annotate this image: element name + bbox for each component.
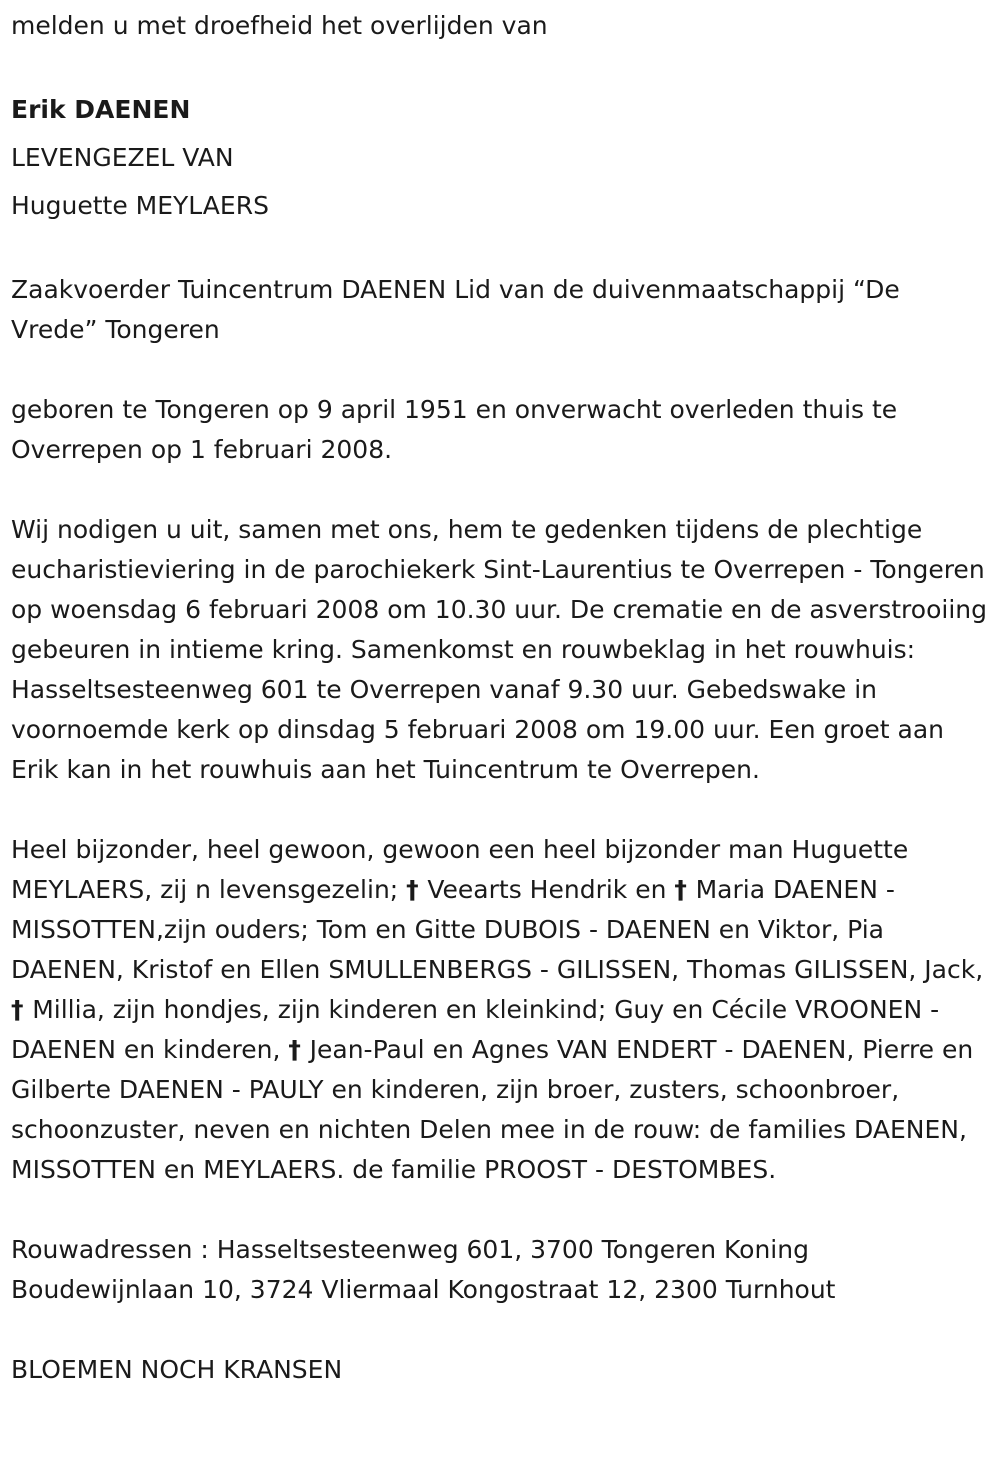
relation-label: LEVENGEZEL VAN bbox=[11, 143, 234, 172]
family-text-part: Millia, zijn hondjes, zijn kinderen en kleinkind; Guy en Cécile VROONEN - DAENEN en kinderen, bbox=[11, 995, 940, 1064]
family-text-part: Jean-Paul en Agnes VAN ENDERT - DAENEN, Pierre en Gilberte DAENEN - PAULY en kinderen, zijn broer, zusters, schoonbroer, schoonzuster, neven en nichten Delen mee in de rouw: de families DAENEN, MISSOTTEN en MEYLAERS. de familie PROOST - DESTOMBES. bbox=[11, 1035, 974, 1184]
birth-death-text: geboren te Tongeren op 9 april 1951 en onverwacht overleden thuis te Overrepen op 1 februari 2008. bbox=[11, 395, 898, 464]
family-text-part: Veearts Hendrik en bbox=[427, 875, 675, 904]
addresses-text: Rouwadressen : Hasseltsesteenweg 601, 3700 Tongeren Koning Boudewijnlaan 10, 3724 Vliermaal Kongostraat 12, 2300 Turnhout bbox=[11, 1235, 836, 1304]
ceremony-text: Wij nodigen u uit, samen met ons, hem te gedenken tijdens de plechtige eucharistieviering in de parochiekerk Sint-Laurentius te Overrepen - Tongeren op woensdag 6 februari 2008 om 10.30 uur. De crematie en de asverstrooiing gebeuren in intieme kring. Samenkomst en rouwbeklag in het rouwhuis: Hasseltsesteenweg 601 te Overrepen vanaf 9.30 uur. Gebedswake in voornoemde kerk op dinsdag 5 februari 2008 om 19.00 uur. Een groet aan Erik kan in het rouwhuis aan het Tuincentrum te Overrepen. bbox=[11, 515, 987, 784]
flowers-note: BLOEMEN NOCH KRANSEN bbox=[11, 1355, 343, 1384]
family-text bbox=[11, 830, 988, 1190]
deceased-name: Erik DAENEN bbox=[11, 95, 191, 124]
cross-icon: † bbox=[11, 995, 33, 1024]
partner-name: Huguette MEYLAERS bbox=[11, 191, 269, 220]
cross-icon: † bbox=[288, 1035, 310, 1064]
occupation-text: Zaakvoerder Tuincentrum DAENEN Lid van de duivenmaatschappij “De Vrede” Tongeren bbox=[11, 275, 900, 344]
cross-icon: † bbox=[674, 875, 696, 904]
family-text-part: Heel bijzonder, heel gewoon, gewoon een heel bijzonder man Huguette MEYLAERS, zij n levensgezelin; bbox=[11, 835, 909, 904]
intro-text: melden u met droefheid het overlijden van bbox=[11, 11, 548, 40]
cross-icon: † bbox=[406, 875, 428, 904]
family-text-part: Maria DAENEN - MISSOTTEN,zijn ouders; Tom en Gitte DUBOIS - DAENEN en Viktor, Pia DAENEN, Kristof en Ellen SMULLENBERGS - GILISSEN, Thomas GILISSEN, Jack, bbox=[11, 875, 984, 984]
